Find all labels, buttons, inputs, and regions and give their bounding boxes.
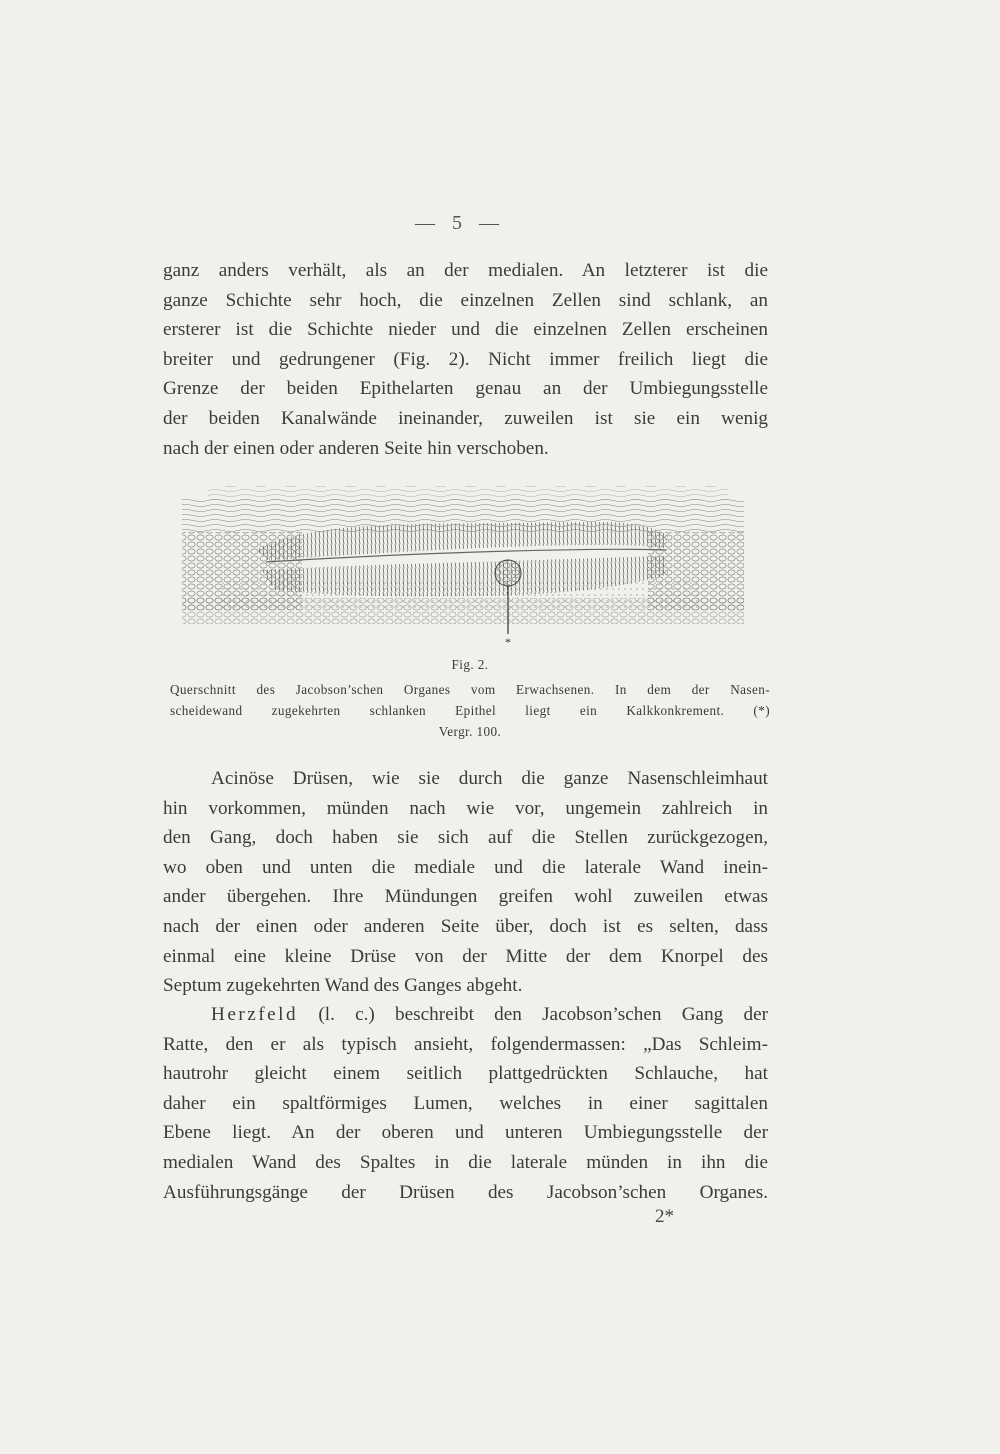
text-line: Ebene liegt. An der oberen und unteren Umbiegungsstelle der (163, 1122, 768, 1144)
calcium-concretion (495, 560, 521, 586)
figure-marker: * (505, 635, 511, 648)
text-line: ganz anders verhält, als an der medialen. An letzterer ist die (163, 260, 768, 281)
stroma-dots (218, 578, 698, 608)
figure-2-illustration (178, 478, 748, 648)
page-number: — 5 — (415, 212, 505, 234)
text-line: wo oben und unten die mediale und die laterale Wand inein- (163, 856, 768, 878)
caption-line: Vergr. 100. (438, 724, 502, 739)
histology-cross-section-drawing (178, 478, 748, 648)
text-line: ersterer ist die Schichte nieder und die einzelnen Zellen erscheinen (163, 319, 768, 341)
paragraph-2 (163, 764, 768, 1001)
text-line: den Gang, doch haben sie sich auf die Stellen zurückgezogen, (163, 827, 768, 849)
figure-label: Fig. 2. (451, 657, 489, 672)
text-line: ander übergehen. Ihre Mündungen greifen wohl zuweilen etwas (163, 886, 768, 908)
text-line: Grenze der beiden Epithelarten genau an der Umbiegungsstelle (163, 378, 768, 400)
text-line: daher ein spaltförmiges Lumen, welches in einer sagittalen (163, 1092, 768, 1114)
text-line: Acinöse Drüsen, wie sie durch die ganze Nasenschleimhaut (211, 768, 768, 789)
text-line: hautrohr gleicht einem seitlich plattgedrückten Schlauche, hat (163, 1063, 768, 1085)
text-line: nach der einen oder anderen Seite über, doch ist es selten, dass (163, 915, 768, 937)
text-line: medialen Wand des Spaltes in die laterale münden in ihn die (163, 1151, 768, 1173)
signature-mark: 2* (655, 1206, 674, 1227)
author-name: Herzfeld (211, 1004, 299, 1025)
figure-caption (170, 679, 770, 742)
text-fragment: (l. c.) beschreibt den Jacobson’schen Gang der (298, 1004, 768, 1025)
text-line: Ratte, den er als typisch ansieht, folgendermassen: „Das Schleim- (163, 1033, 768, 1055)
text-line: Septum zugekehrten Wand des Ganges abgeht. (163, 975, 523, 997)
text-line: ganze Schichte sehr hoch, die einzelnen Zellen sind schlank, an (163, 289, 768, 311)
text-line: einmal eine kleine Drüse von der Mitte der dem Knorpel des (163, 945, 768, 967)
text-line: breiter und gedrungener (Fig. 2). Nicht immer freilich liegt die (163, 348, 768, 370)
text-line: der beiden Kanalwände ineinander, zuweilen ist sie ein wenig (163, 407, 768, 429)
text-line: hin vorkommen, münden nach wie vor, ungemein zahlreich in (163, 797, 768, 819)
caption-line: scheidewand zugekehrten schlanken Epithel liegt ein Kalkkonkrement. (*) (170, 703, 770, 718)
text-line: nach der einen oder anderen Seite hin verschoben. (163, 437, 549, 459)
paragraph-3 (163, 1000, 768, 1207)
caption-line: Querschnitt des Jacobson’schen Organes vom Erwachsenen. In dem der Nasen- (170, 682, 770, 697)
paragraph-1 (163, 256, 768, 463)
text-line: Ausführungsgänge der Drüsen des Jacobson’schen Organes. (163, 1181, 768, 1203)
text-line (163, 1000, 768, 1030)
